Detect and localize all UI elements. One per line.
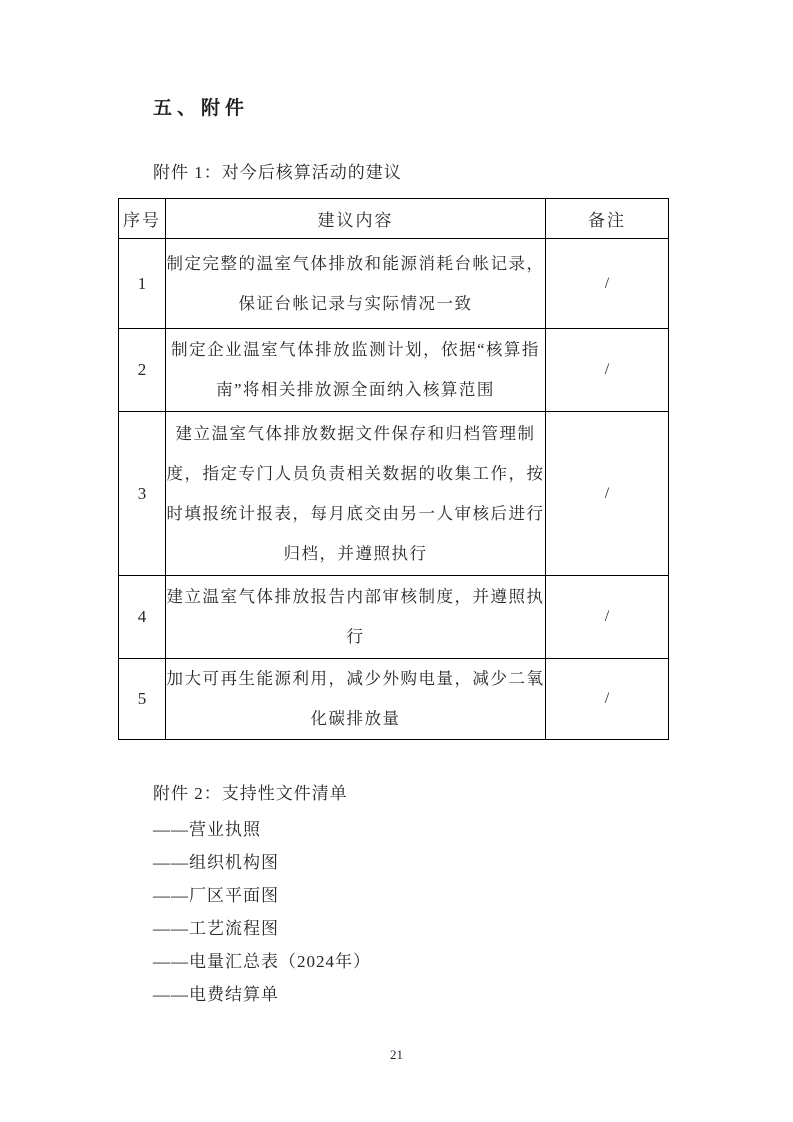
row-remark: /	[546, 659, 669, 740]
table-row	[119, 412, 669, 576]
row-remark: /	[546, 239, 669, 329]
row-content: 制定企业温室气体排放监测计划，依据“核算指南”将相关排放源全面纳入核算范围	[166, 329, 546, 412]
table-header-row	[119, 199, 669, 239]
row-content: 加大可再生能源利用，减少外购电量，减少二氧化碳排放量	[166, 659, 546, 740]
row-remark: /	[546, 329, 669, 412]
table-row	[119, 659, 669, 740]
attachment2-list	[153, 813, 371, 1011]
row-content: 制定完整的温室气体排放和能源消耗台帐记录，保证台帐记录与实际情况一致	[166, 239, 546, 329]
section-title: 五、附件	[153, 98, 250, 119]
row-number: 2	[119, 329, 166, 412]
list-item: ——组织机构图	[153, 853, 279, 872]
row-remark: /	[546, 412, 669, 576]
header-cell-content: 建议内容	[166, 199, 546, 239]
list-item: ——营业执照	[153, 820, 261, 839]
table-row	[119, 329, 669, 412]
row-content: 建立温室气体排放报告内部审核制度，并遵照执行	[166, 576, 546, 659]
row-content: 建立温室气体排放数据文件保存和归档管理制度，指定专门人员负责相关数据的收集工作，按时填报统计报表，每月底交由另一人审核后进行归档，并遵照执行	[166, 412, 546, 576]
suggestions-table	[118, 198, 669, 740]
header-cell-remark: 备注	[546, 199, 669, 239]
attachment1-title: 附件 1：对今后核算活动的建议	[153, 163, 402, 182]
row-number: 4	[119, 576, 166, 659]
page-number: 21	[390, 1047, 403, 1062]
row-remark: /	[546, 576, 669, 659]
list-item: ——电费结算单	[153, 985, 279, 1004]
row-number: 1	[119, 239, 166, 329]
row-number: 3	[119, 412, 166, 576]
attachment2-title: 附件 2：支持性文件清单	[153, 784, 348, 803]
header-cell-no: 序号	[119, 199, 166, 239]
list-item: ——工艺流程图	[153, 919, 279, 938]
list-item: ——电量汇总表（2024年）	[153, 952, 371, 971]
table-row	[119, 239, 669, 329]
table-row	[119, 576, 669, 659]
row-number: 5	[119, 659, 166, 740]
list-item: ——厂区平面图	[153, 886, 279, 905]
